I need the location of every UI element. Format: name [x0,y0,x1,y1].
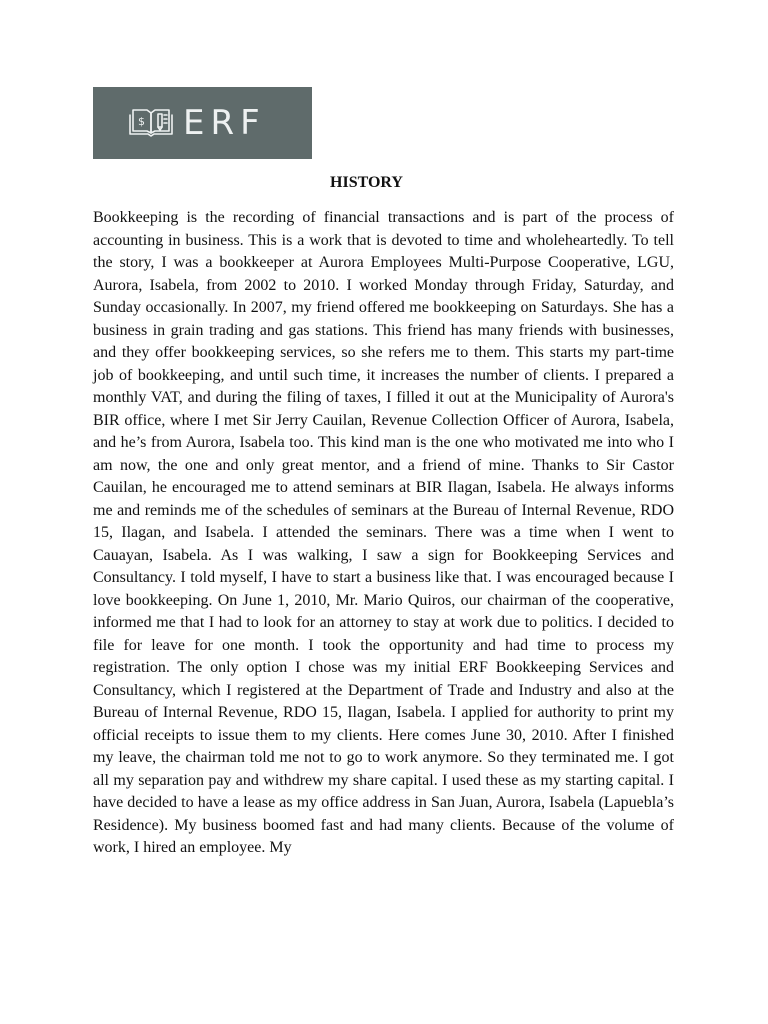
book-dollar-pencil-icon [127,107,175,139]
document-title: HISTORY [330,174,403,191]
history-paragraph: Bookkeeping is the recording of financial transactions and is part of the process of accounting in business. This is a work that is devoted to time and wholeheartedly. To tell the story, I was a bookkeeper at Aurora Employees Multi-Purpose Cooperative, LGU, Aurora, Isabela, from 2002 to 2010. I worked Monday through Friday, Saturday, and Sunday occasionally. In 2007, my friend offered me bookkeeping on Saturdays. She has a business in grain trading and gas stations. This friend has many friends with businesses, and they offer bookkeeping services, so she refers me to them. This starts my part-time job of bookkeeping, and until such time, it increases the number of clients. I prepared a monthly VAT, and during the filing of taxes, I filled it out at the Municipality of Aurora's BIR office, where I met Sir Jerry Cauilan, Revenue Collection Officer of Aurora, Isabela, and he’s from Aurora, Isabela too. This kind man is the one who motivated me into who I am now, the one and only great mentor, and a friend of mine. Thanks to Sir Castor Cauilan, he encouraged me to attend seminars at BIR Ilagan, Isabela. He always informs me and reminds me of the schedules of seminars at the Bureau of Internal Revenue, RDO 15, Ilagan, and Isabela. I attended the seminars. There was a time when I went to Cauayan, Isabela. As I was walking, I saw a sign for Bookkeeping Services and Consultancy. I told myself, I have to start a business like that. I was encouraged because I love bookkeeping. On June 1, 2010, Mr. Mario Quiros, our chairman of the cooperative, informed me that I had to look for an attorney to stay at work due to politics. I decided to file for leave for one month. I took the opportunity and had time to process my registration. The only option I chose was my initial ERF Bookkeeping Services and Consultancy, which I registered at the Department of Trade and Industry and also at the Bureau of Internal Revenue, RDO 15, Ilagan, Isabela. I applied for authority to print my official receipts to issue them to my clients. Here comes June 30, 2010. After I finished my leave, the chairman told me not to go to work anymore. So they terminated me. I got all my separation pay and withdrew my share capital. I used these as my starting capital. I have decided to have a lease as my office address in San Juan, Aurora, Isabela (Lapuebla’s Residence). My business boomed fast and had many clients. Because of the volume of work, I hired an employee. My [93,209,674,856]
erf-logo [93,87,312,159]
svg-text:$: $ [138,115,145,128]
logo-wordmark: ERF [183,103,266,143]
